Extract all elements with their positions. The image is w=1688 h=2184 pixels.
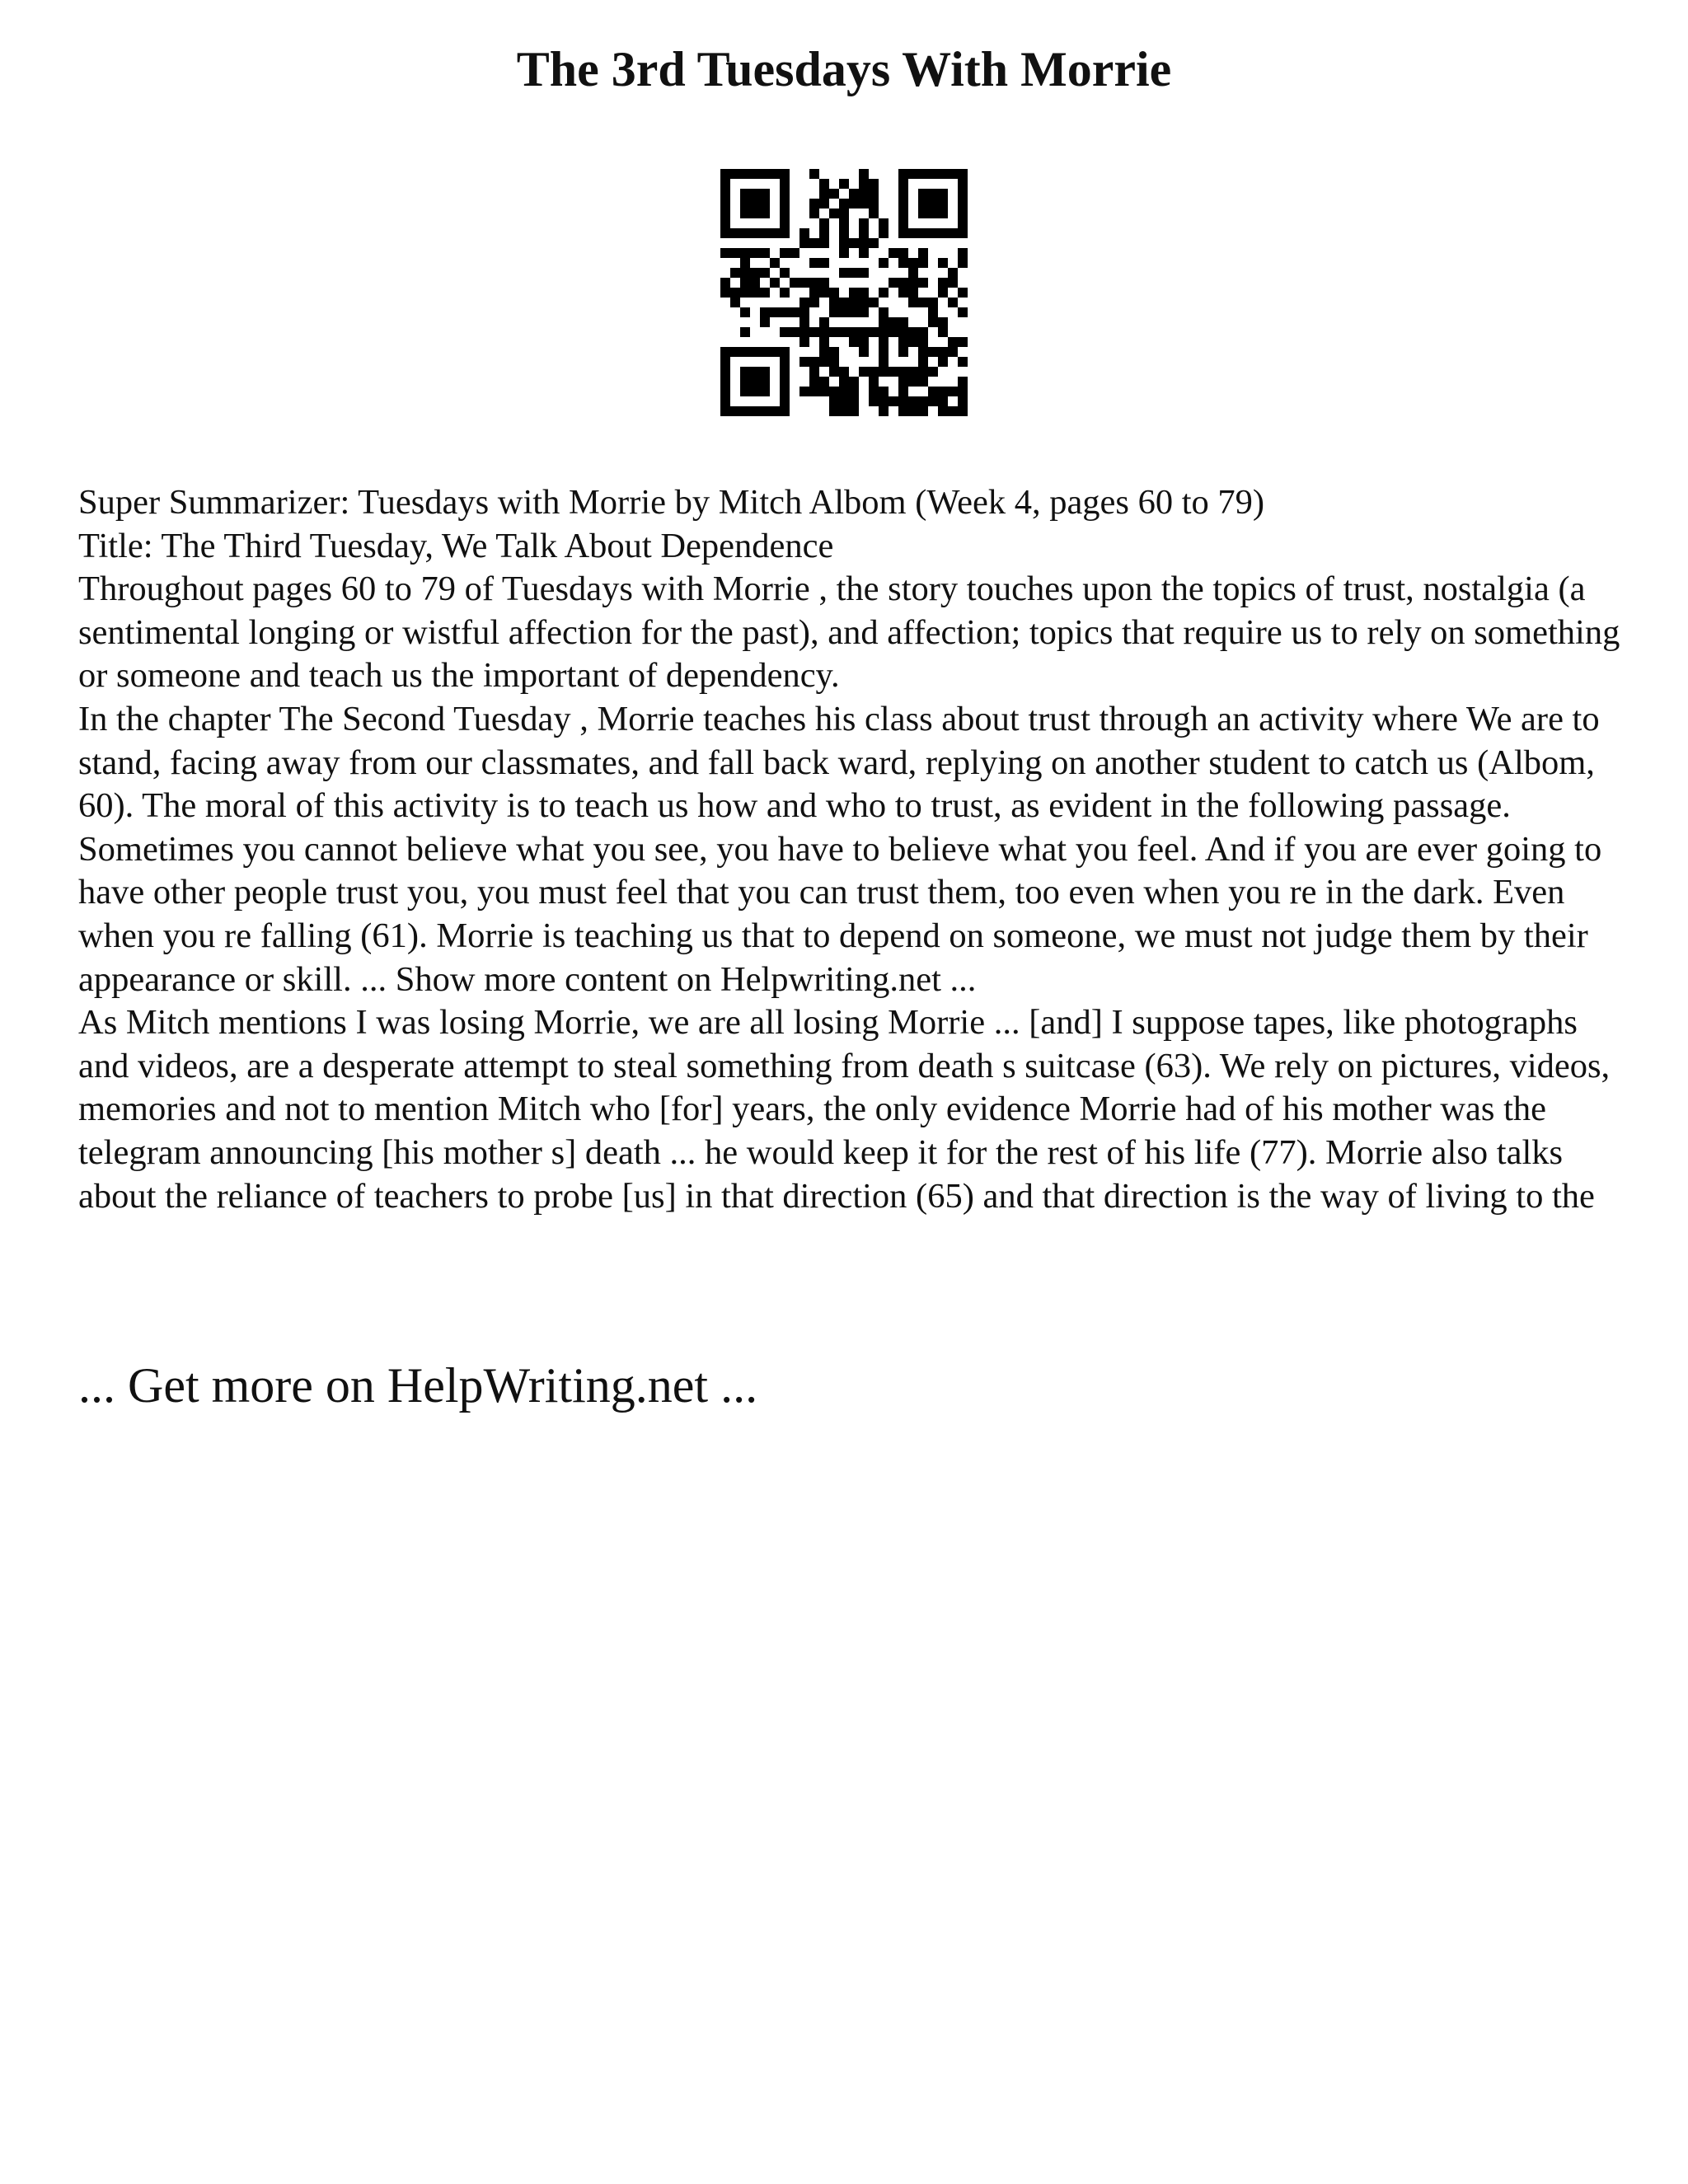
body-paragraph: Throughout pages 60 to 79 of Tuesdays with Morrie , the story touches upon the topics of trust, nostalgia (a sentimental longing or wistful affection for the past), and affection; topics that require us to rely on something or someone and teach us the important of dependency. [78, 569, 1620, 696]
body-paragraph: As Mitch mentions I was losing Morrie, we are all losing Morrie ... [and] I suppose tapes, like photographs and videos, are a desperate attempt to steal something from death s suitcase (63). We rely on pictures, videos, memories and not to mention Mitch who [for] years, the only evidence Morrie had of his mother was the telegram announcing [his mother s] death ... he would keep it for the rest of his life (77). Morrie also talks about the reliance of teachers to probe [us] in that direction (65) and that direction is the way of living to the [78, 1003, 1611, 1216]
body-paragraph: In the chapter The Second Tuesday , Morrie teaches his class about trust through an activity where We are to stand, facing away from our classmates, and fall back ward, replying on another student to catch us (Albom, 60). The moral of this activity is to teach us how and who to trust, as evident in the following passage. Sometimes you cannot believe what you see, you have to believe what you feel. And if you are ever going to have other people trust you, you must feel that you can trust them, too even when you re in the dark. Even when you re falling (61). Morrie is teaching us that to depend on someone, we must not judge them by their appearance or skill. ... Show more content on Helpwriting.net ... [78, 699, 1602, 999]
get-more-link[interactable]: ... Get more on HelpWriting.net ... [78, 1358, 758, 1413]
document-body [78, 481, 1628, 1218]
summary-title-line: Title: The Third Tuesday, We Talk About Dependence [78, 526, 834, 565]
page-title: The 3rd Tuesdays With Morrie [516, 42, 1172, 96]
qr-code-icon [720, 169, 968, 416]
summary-heading-line: Super Summarizer: Tuesdays with Morrie by Mitch Albom (Week 4, pages 60 to 79) [78, 483, 1265, 522]
